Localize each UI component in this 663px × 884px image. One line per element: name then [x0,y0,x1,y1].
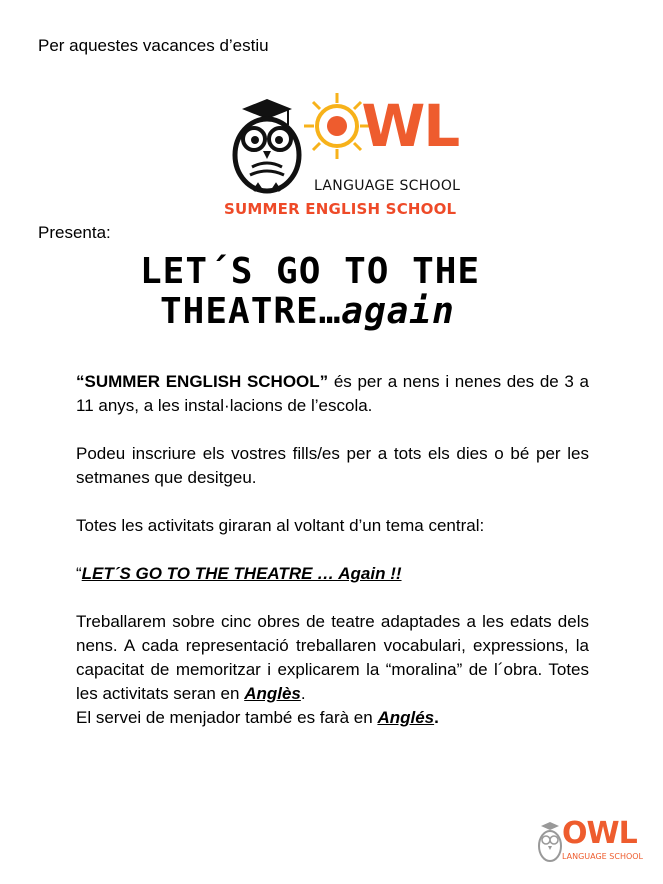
body-text [76,370,589,754]
logo-brand [314,92,459,160]
headline-line1: LET´S GO TO THE [140,251,481,292]
paragraph-theme: “LET´S GO TO THE THEATRE … Again !! [76,564,402,583]
footer-logo-brand: OWL [562,816,637,851]
logo-subtitle: LANGUAGE SCHOOL [314,178,461,194]
owl-mascot-icon [222,95,312,195]
paragraph-lunch: El servei de menjador també es farà en Anglés. [76,708,439,727]
presenta-label: Presenta: [38,223,111,242]
owl-mascot-small-icon [536,820,564,864]
language-emphasis: Anglès [244,684,301,703]
program-name: “SUMMER ENGLISH SCHOOL” [76,372,329,391]
headline-line2: THEATRE…again [160,291,455,332]
paragraph-activities: Treballarem sobre cinc obres de teatre adaptades a les edats dels nens. A cada representació treballaren vocabulari, expressions, la capacitat de memoritzar i explicarem la “moralina” de l´obra. Totes les activitats seran en Anglès. [76,612,589,703]
headline [140,252,580,332]
theme-title: LET´S GO TO THE THEATRE … Again !! [81,564,402,583]
owl-school-logo [222,92,472,220]
paragraph-program: “SUMMER ENGLISH SCHOOL” és per a nens i nenes des de 3 a 11 anys, a les instal·lacions de l’escola. [76,372,589,415]
intro-text: Per aquestes vacances d’estiu [38,36,269,55]
logo-brand-rest: WL [361,92,459,160]
language-emphasis-lunch: Anglés [377,708,435,727]
footer-logo [536,818,646,866]
paragraph-enrollment: Podeu inscriure els vostres fills/es per a tots els dies o bé per les setmanes que desitgeu. [76,444,589,487]
paragraph-theme-intro: Totes les activitats giraran al voltant d’un tema central: [76,516,485,535]
footer-logo-subtitle: LANGUAGE SCHOOL [562,852,644,861]
logo-program: SUMMER ENGLISH SCHOOL [224,200,457,218]
